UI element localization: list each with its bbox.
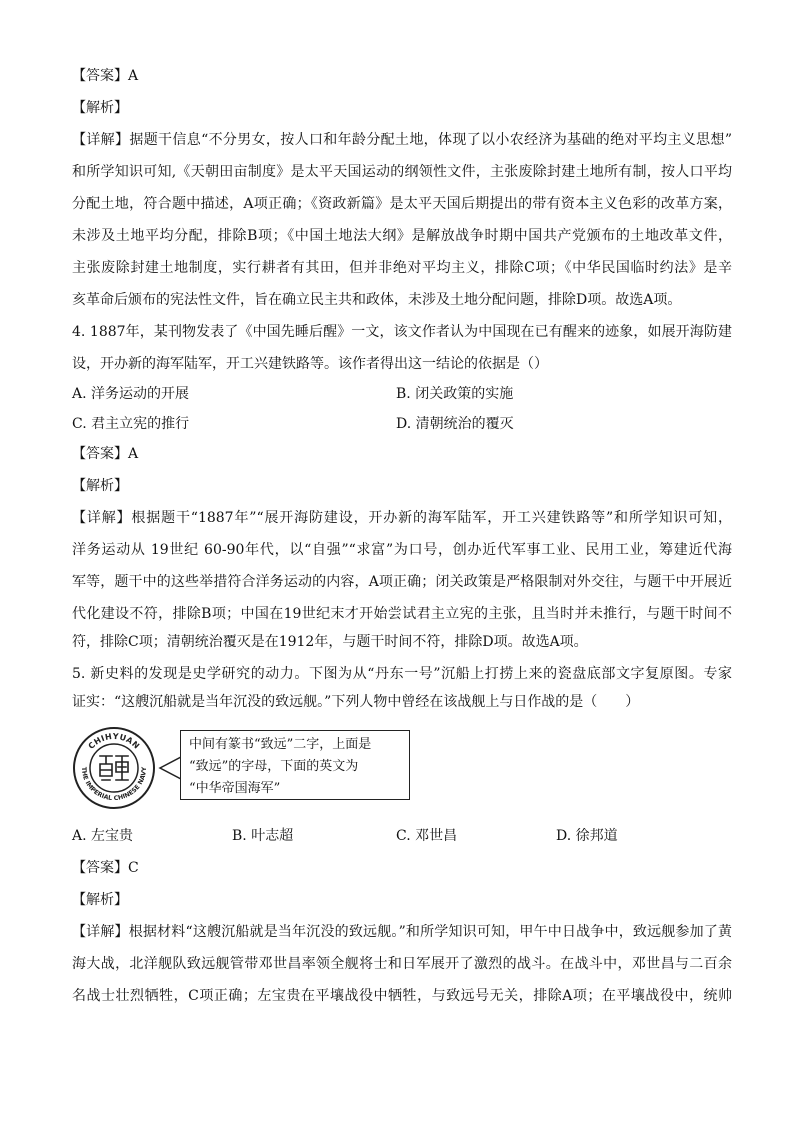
q5-answer: 【答案】C xyxy=(72,860,139,876)
q3-detail-line: 和所学知识可知,《天朝田亩制度》是太平天国运动的纲领性文件，主张废除封建土地所有制，按人口平均 xyxy=(72,164,732,180)
q4-stem-line: 4. 1887年，某刊物发表了《中国先睡后醒》一文，该文作者认为中国现在已有醒来的迹象，如展开海防建 xyxy=(72,324,732,340)
q5-option-b: B. 叶志超 xyxy=(232,828,294,844)
seal-bottom-text: THE IMPERIAL CHINESE NAVY xyxy=(79,766,149,803)
q5-analysis-heading: 【解析】 xyxy=(72,892,128,908)
q3-detail-line: 分配土地，符合题中描述，A项正确；《资政新篇》是太平天国后期提出的带有资本主义色彩的改革方案， xyxy=(72,196,732,212)
q4-detail-line: 军等，题干中的这些举措符合洋务运动的内容，A项正确；闭关政策是严格限制对外交往，与题干中开展近 xyxy=(72,574,732,590)
q3-detail-line: 主张废除封建土地制度，实行耕者有其田，但并非绝对平均主义，排除C项；《中华民国临时约法》是辛 xyxy=(72,260,732,276)
q4-option-a: A. 洋务运动的开展 xyxy=(72,386,190,402)
q4-option-b: B. 闭关政策的实施 xyxy=(396,386,514,402)
q3-detail-line: 【详解】据题干信息“不分男女，按人口和年龄分配土地，体现了以小农经济为基础的绝对平均主义思想” xyxy=(72,132,732,148)
q5-stem-line: 证实：“这艘沉船就是当年沉没的致远舰。”下列人物中曾经在该战舰上与日作战的是（ ） xyxy=(72,694,640,710)
porcelain-plate-figure xyxy=(72,726,422,810)
q4-detail-line: 符，排除C项；清朝统治覆灭是在1912年，与题干时间不符，排除D项。故选A项。 xyxy=(72,634,588,650)
q4-stem-line: 设，开办新的海军陆军，开工兴建铁路等。该作者得出这一结论的依据是（） xyxy=(72,356,548,372)
figure-caption-line: “中华帝国海军” xyxy=(189,781,281,796)
callout-pointer xyxy=(72,726,192,810)
figure-caption-line: 中间有篆书“致远”二字，上面是 xyxy=(189,737,372,752)
q4-answer: 【答案】A xyxy=(72,446,139,462)
figure-caption-line: “致远”的字母，下面的英文为 xyxy=(189,759,359,774)
q3-detail-line: 未涉及土地平均分配，排除B项；《中国土地法大纲》是解放战争时期中国共产党颁布的土地改革文件， xyxy=(72,228,732,244)
q4-detail-line: 洋务运动从 19世纪 60-90年代，以“自强”“求富”为口号，创办近代军事工业、民用工业，筹建近代海 xyxy=(72,542,732,558)
q5-stem-line: 5. 新史料的发现是史学研究的动力。下图为从“丹东一号”沉船上打捞上来的瓷盘底部文字复原图。专家 xyxy=(72,666,732,682)
q4-option-c: C. 君主立宪的推行 xyxy=(72,416,190,432)
q3-analysis-heading: 【解析】 xyxy=(72,100,128,116)
q5-detail-line: 【详解】根据材料“这艘沉船就是当年沉没的致远舰。”和所学知识可知，甲午中日战争中，致远舰参加了黄 xyxy=(72,924,732,940)
q4-detail-line: 代化建设不符，排除B项；中国在19世纪末才开始尝试君主立宪的主张，且当时并未推行，与题干时间不 xyxy=(72,606,732,622)
q4-detail-line: 【详解】根据题干“1887年”“展开海防建设，开办新的海军陆军，开工兴建铁路等”和所学知识可知， xyxy=(72,510,732,526)
q5-detail-line: 海大战，北洋舰队致远舰管带邓世昌率领全舰将士和日军展开了激烈的战斗。在战斗中，邓世昌与二百余 xyxy=(72,956,732,972)
q5-option-d: D. 徐邦道 xyxy=(556,828,618,844)
q3-answer: 【答案】A xyxy=(72,68,139,84)
q5-detail-line: 名战士壮烈牺牲，C项正确；左宝贵在平壤战役中牺牲，与致远号无关，排除A项；在平壤战役中，统帅 xyxy=(72,988,732,1004)
figure-caption-box xyxy=(180,730,410,800)
q4-analysis-heading: 【解析】 xyxy=(72,478,128,494)
q3-detail-line: 亥革命后颁布的宪法性文件，旨在确立民主共和政体，未涉及土地分配问题，排除D项。故选A项。 xyxy=(72,292,682,308)
q4-option-d: D. 清朝统治的覆灭 xyxy=(396,416,514,432)
q5-option-c: C. 邓世昌 xyxy=(396,828,458,844)
seal-top-text: CHIHYUAN xyxy=(86,731,142,751)
q5-option-a: A. 左宝贵 xyxy=(72,828,134,844)
